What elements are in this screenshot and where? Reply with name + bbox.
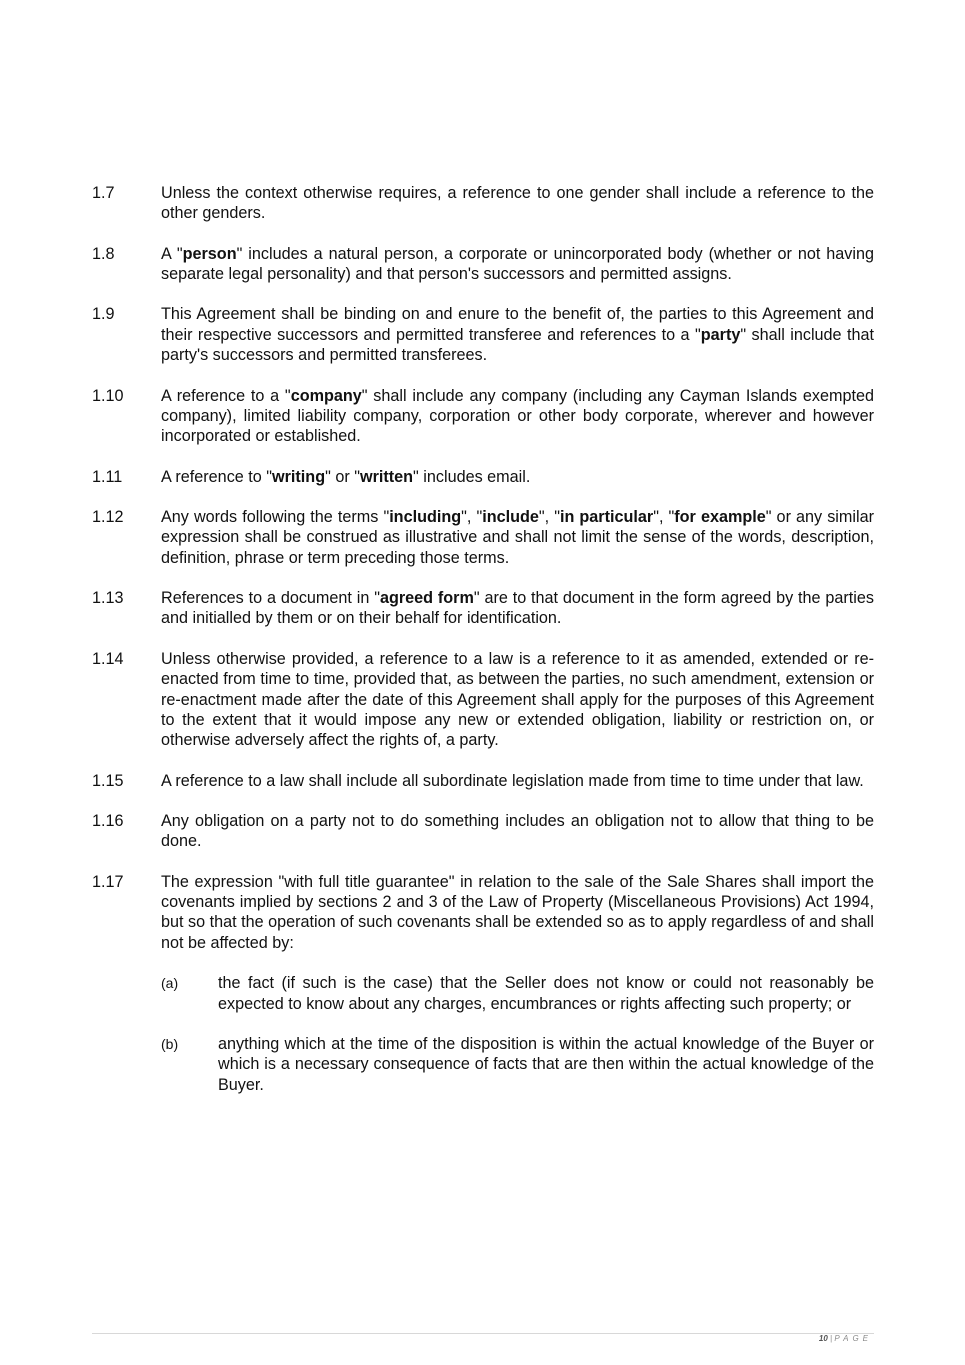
defined-term: person <box>182 244 237 263</box>
clause-number: 1.12 <box>92 507 124 526</box>
clause-1-11 <box>92 467 874 487</box>
clause-1-13 <box>92 588 874 629</box>
clause-number: 1.14 <box>92 649 124 668</box>
footer-divider <box>92 1333 874 1334</box>
clause-text: A reference to a "company" shall include any company (including any Cayman Islands exempted company), limited liability company, corporation or other body corporate, wherever and however incorporated or established. <box>161 386 874 446</box>
clause-number: 1.17 <box>92 872 124 891</box>
sub-clause-list <box>92 973 874 1095</box>
clause-1-17 <box>92 872 874 954</box>
clause-text: This Agreement shall be binding on and enure to the benefit of, the parties to this Agreement and their respective successors and permitted transferee and references to a "party" shall include that party's successors and permitted transferees. <box>161 305 875 365</box>
sub-clause-number: (a) <box>161 975 179 992</box>
clause-number: 1.13 <box>92 589 124 608</box>
defined-term: including <box>389 507 462 526</box>
defined-term: include <box>482 507 539 526</box>
clause-text: Any obligation on a party not to do something includes an obligation not to allow that thing to be done. <box>161 811 874 851</box>
clause-text: The expression "with full title guarantee" in relation to the sale of the Sale Shares shall import the covenants implied by sections 2 and 3 of the Law of Property (Miscellaneous Provisions) Act 1994, but so that the operation of such covenants shall be extended so as to apply regardless of and shall not be affected by: <box>161 872 874 952</box>
sub-clause-number: (b) <box>161 1035 179 1052</box>
page-number: 10 <box>818 1334 828 1343</box>
defined-term: company <box>290 386 362 405</box>
clause-text: Unless otherwise provided, a reference to a law is a reference to it as amended, extended or re-enacted from time to time, provided that, as between the parties, no such amendment, extension or re-enactment made after the date of this Agreement shall apply for the purposes of this Agreement to the extent that it would impose any new or extended obligation, liability or restriction on, or otherwise adversely affect the rights of, a party. <box>161 649 874 750</box>
clause-number: 1.7 <box>92 184 115 202</box>
defined-term: for example <box>674 507 766 526</box>
clause-text: A reference to "writing" or "written" includes email. <box>161 467 531 486</box>
clause-number: 1.15 <box>92 771 124 790</box>
clause-1-14 <box>92 649 874 751</box>
clause-1-9 <box>92 304 874 365</box>
page-footer <box>819 1334 872 1343</box>
page-label: PAGE <box>834 1334 872 1343</box>
clause-1-12 <box>92 507 874 568</box>
sub-clause-text: anything which at the time of the disposition is within the actual knowledge of the Buyer or which is a necessary consequence of facts that are then within the actual knowledge of the Buyer. <box>218 1034 874 1094</box>
clause-text: References to a document in "agreed form" are to that document in the form agreed by the parties and initialled by them or on their behalf for identification. <box>161 589 874 628</box>
sub-clause-text: the fact (if such is the case) that the Seller does not know or could not reasonably be expected to know about any charges, encumbrances or rights affecting such property; or <box>218 974 874 1013</box>
clause-text: Unless the context otherwise requires, a reference to one gender shall include a reference to the other genders. <box>161 184 874 223</box>
sub-clause-b <box>92 1034 874 1095</box>
clause-number: 1.10 <box>92 386 124 405</box>
defined-term: party <box>700 325 741 344</box>
clause-number: 1.16 <box>92 811 124 830</box>
clause-text: A "person" includes a natural person, a corporate or unincorporated body (whether or not having separate legal personality) and that person's successors and permitted assigns. <box>161 244 874 284</box>
sub-clause-a <box>92 973 874 1014</box>
clause-text: A reference to a law shall include all subordinate legislation made from time to time under that law. <box>161 771 864 790</box>
defined-term: in particular <box>559 507 654 526</box>
defined-term: writing <box>272 467 326 486</box>
clause-list <box>92 183 874 1095</box>
clause-1-7 <box>92 183 874 224</box>
clause-number: 1.11 <box>92 467 123 486</box>
clause-1-15 <box>92 771 874 791</box>
clause-1-10 <box>92 386 874 447</box>
clause-number: 1.9 <box>92 305 115 324</box>
defined-term: agreed form <box>379 589 474 608</box>
defined-term: written <box>359 467 414 486</box>
clause-1-16 <box>92 811 874 852</box>
clause-number: 1.8 <box>92 244 115 263</box>
clause-1-8 <box>92 244 874 285</box>
clause-text: Any words following the terms "including", "include", "in particular", "for example" or any similar expression shall be construed as illustrative and shall not limit the sense of the words, description, definition, phrase or term preceding those terms. <box>161 507 874 567</box>
footer-separator: | <box>830 1334 833 1343</box>
